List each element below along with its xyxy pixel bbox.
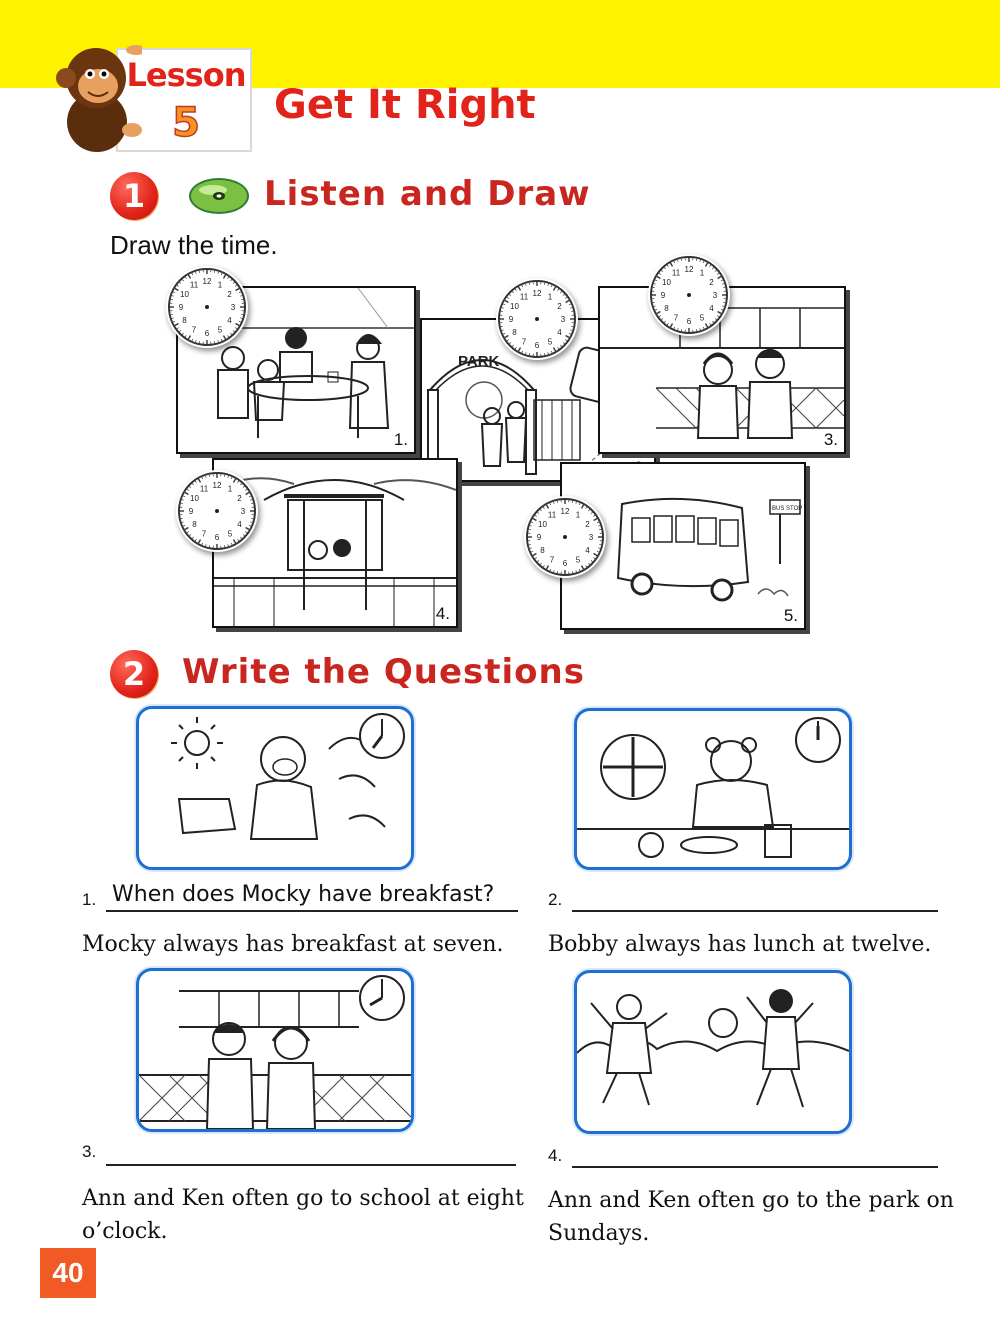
question-3-answer-line[interactable] [106, 1164, 516, 1166]
clock-numeral: 2 [557, 302, 562, 311]
clock-numeral: 7 [201, 529, 207, 539]
question-1-picture [136, 706, 414, 870]
clock-numeral: 5 [547, 337, 553, 347]
ann-ken-park-illustration [577, 973, 849, 1131]
clock-numeral: 2 [227, 290, 232, 299]
question-3-picture [136, 968, 414, 1132]
clock-numeral: 6 [204, 329, 210, 338]
clock-numeral: 10 [510, 302, 519, 311]
cd-audio-icon [188, 176, 250, 216]
clock-numeral: 6 [686, 317, 692, 326]
page-number-badge: 40 [40, 1248, 96, 1298]
scene-number: 1. [393, 430, 408, 449]
clock-numeral: 6 [562, 559, 568, 568]
clock-numeral: 10 [180, 290, 189, 299]
blank-clock-face-3[interactable] [648, 254, 730, 336]
park-sign-text: PARK [458, 353, 500, 370]
lesson-number: 5 [172, 100, 200, 146]
clock-numeral: 4 [709, 304, 714, 313]
clock-numeral: 3 [588, 533, 594, 542]
clock-numeral: 8 [664, 304, 669, 313]
clock-numeral: 8 [512, 328, 517, 337]
clock-numeral: 5 [699, 313, 705, 323]
question-1-text: When does Mocky have breakfast? [112, 882, 495, 907]
clock-numeral: 1 [217, 280, 223, 290]
monkey-mascot-icon [52, 42, 142, 154]
clock-numeral: 10 [538, 520, 547, 529]
clock-numeral: 10 [190, 494, 199, 503]
scene-number: 5. [783, 606, 798, 625]
answer-3-text: Ann and Ken often go to school at eight o’clock. [82, 1186, 524, 1244]
clock-numeral: 4 [237, 520, 242, 529]
clock-numeral: 4 [227, 316, 232, 325]
clock-numeral: 7 [673, 313, 679, 323]
clock-numeral: 1 [699, 268, 705, 278]
blank-clock-face-4[interactable] [176, 470, 258, 552]
lesson-title: Get It Right [274, 82, 536, 128]
clock-numeral: 12 [532, 289, 542, 298]
clock-numeral: 12 [202, 277, 212, 286]
clock-numeral: 11 [547, 510, 557, 520]
clock-numeral: 6 [214, 533, 220, 542]
clock-numeral: 9 [536, 533, 542, 542]
clock-numeral: 4 [585, 546, 590, 555]
clock-seven-icon [357, 711, 407, 761]
bus-stop-sign-text: BUS STOP [772, 506, 803, 512]
section-2-title: Write the Questions [182, 652, 585, 692]
clock-numeral: 1 [575, 510, 581, 520]
answer-4-text: Ann and Ken often go to the park on Sundays. [548, 1188, 954, 1246]
question-2-picture [574, 708, 852, 870]
question-4-number: 4. [548, 1146, 563, 1165]
answer-2-text: Bobby always has lunch at twelve. [548, 932, 932, 957]
clock-numeral: 7 [191, 325, 197, 335]
clock-numeral: 2 [585, 520, 590, 529]
question-4-picture [574, 970, 852, 1134]
scene-number: 3. [823, 430, 838, 449]
clock-numeral: 11 [199, 484, 209, 494]
blank-clock-face-1[interactable] [166, 266, 248, 348]
clock-numeral: 11 [189, 280, 199, 290]
clock-numeral: 8 [182, 316, 187, 325]
clock-numeral: 6 [534, 341, 540, 350]
answer-1-text: Mocky always has breakfast at seven. [82, 932, 504, 957]
lesson-word: Lesson [126, 56, 246, 94]
instruction-text: Draw the time. [110, 230, 278, 260]
clock-numeral: 3 [230, 303, 236, 312]
blank-clock-face-5[interactable] [524, 496, 606, 578]
clock-numeral: 9 [178, 303, 184, 312]
clock-numeral: 7 [549, 555, 555, 565]
clock-numeral: 8 [540, 546, 545, 555]
clock-numeral: 9 [660, 291, 666, 300]
clock-numeral: 7 [521, 337, 527, 347]
clock-numeral: 12 [560, 507, 570, 516]
scene-number: 4. [435, 604, 450, 623]
clock-numeral: 11 [671, 268, 681, 278]
question-4-answer-line[interactable] [572, 1166, 938, 1168]
clock-numeral: 2 [709, 278, 714, 287]
section-1-title: Listen and Draw [264, 174, 591, 214]
clock-numeral: 11 [519, 292, 529, 302]
clock-numeral: 5 [217, 325, 223, 335]
clock-numeral: 10 [662, 278, 671, 287]
blank-clock-face-2[interactable] [496, 278, 578, 360]
question-2-number: 2. [548, 890, 563, 909]
question-1-number: 1. [82, 890, 97, 909]
clock-numeral: 1 [547, 292, 553, 302]
question-2-answer-line[interactable] [572, 910, 938, 912]
question-1-answer-line[interactable] [106, 910, 518, 912]
clock-numeral: 8 [192, 520, 197, 529]
clock-numeral: 12 [684, 265, 694, 274]
clock-numeral: 5 [575, 555, 581, 565]
clock-numeral: 1 [227, 484, 233, 494]
clock-numeral: 12 [212, 481, 222, 490]
clock-numeral: 9 [508, 315, 514, 324]
clock-numeral: 3 [560, 315, 566, 324]
clock-numeral: 5 [227, 529, 233, 539]
clock-numeral: 3 [240, 507, 246, 516]
clock-numeral: 2 [237, 494, 242, 503]
question-3-number: 3. [82, 1142, 97, 1161]
section-1-number-badge: 1 [110, 172, 158, 220]
clock-numeral: 9 [188, 507, 194, 516]
clock-numeral: 4 [557, 328, 562, 337]
clock-twelve-icon [793, 715, 843, 765]
clock-numeral: 3 [712, 291, 718, 300]
section-2-number-badge: 2 [110, 650, 158, 698]
clock-eight-icon [357, 973, 407, 1023]
